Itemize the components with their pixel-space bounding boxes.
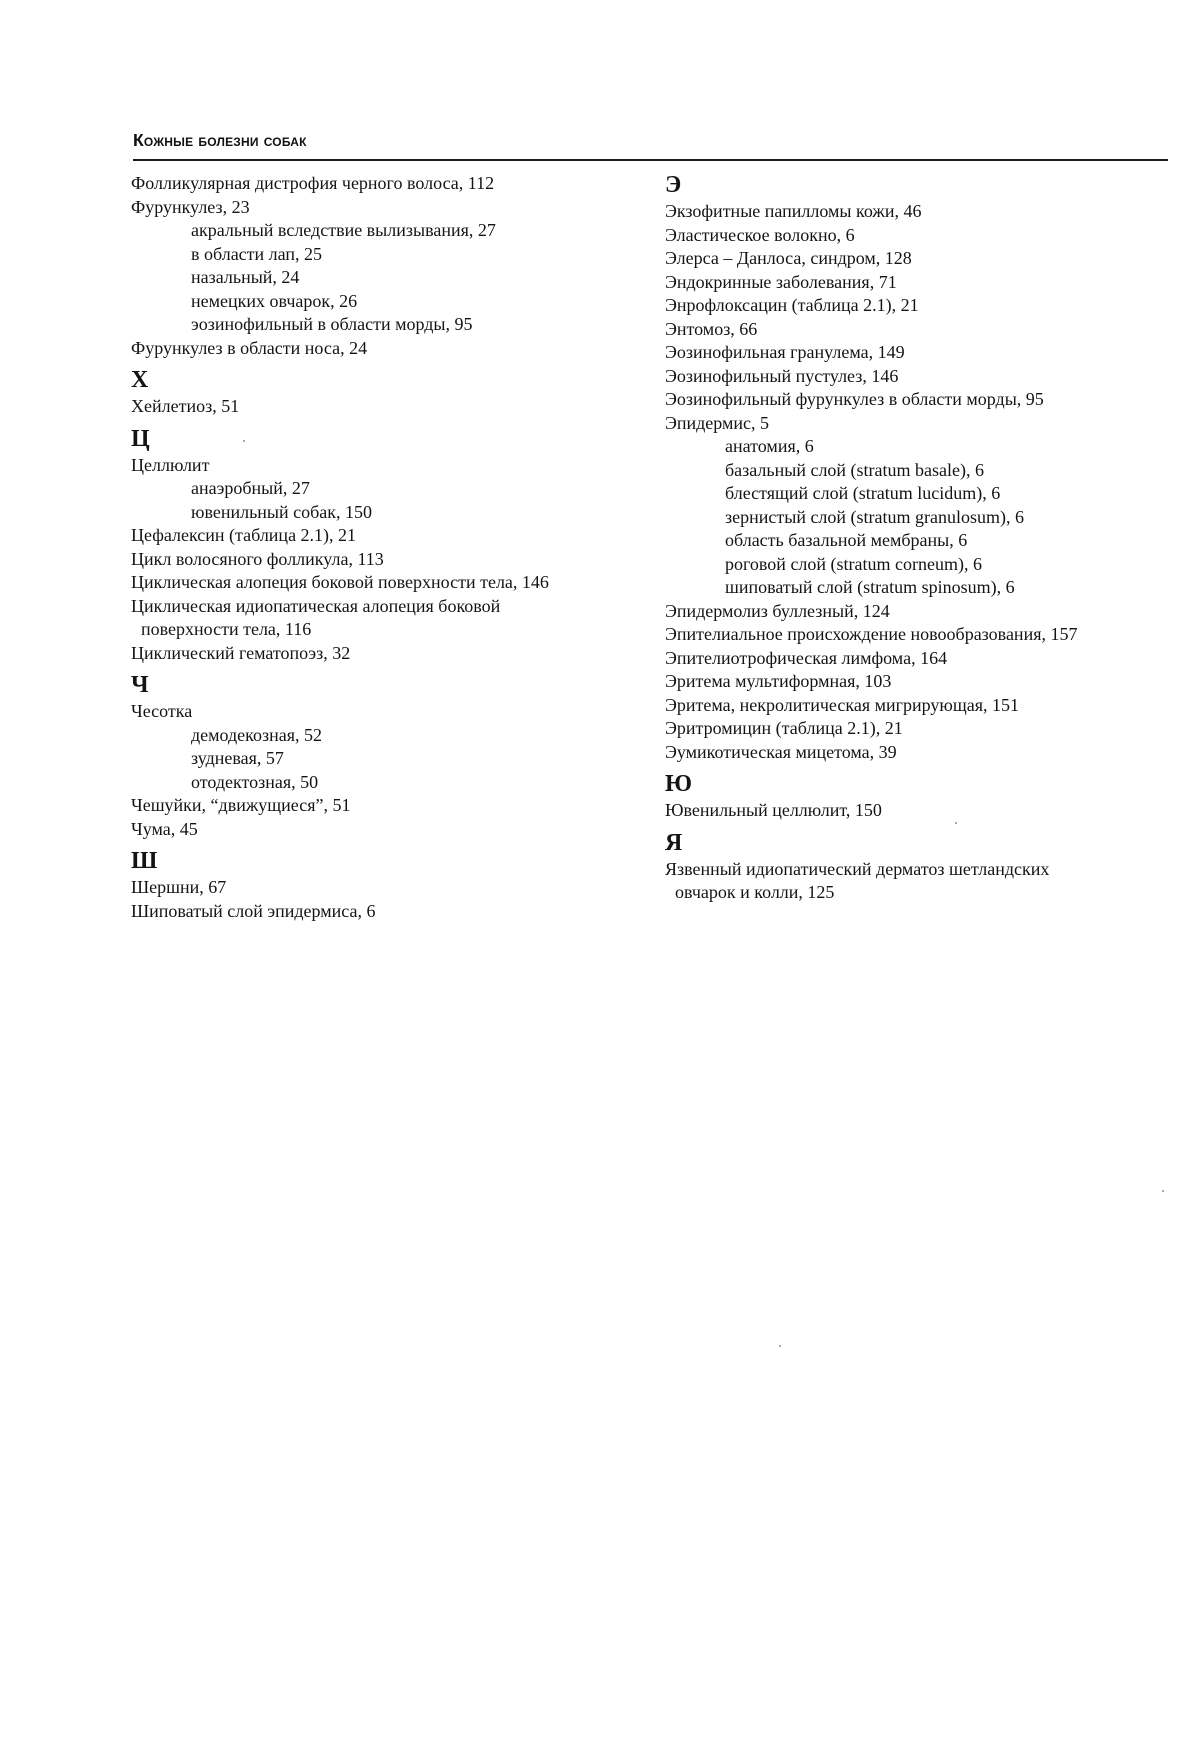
index-entry: Чесотка — [131, 701, 193, 721]
index-subentry: анаэробный, 27 — [191, 478, 310, 498]
index-entry: Эластическое волокно, 6 — [665, 224, 855, 245]
index-subentry: роговой слой (stratum corneum), 6 — [725, 553, 983, 574]
index-entry: Эпителиальное происхождение новообразования, 157 — [665, 624, 1078, 644]
index-entry: Эндокринные заболевания, 71 — [665, 271, 897, 292]
index-entry: Эозинофильный пустулез, 146 — [665, 365, 899, 386]
index-letter-heading: Э — [665, 172, 682, 198]
index-entry: Целлюлит — [131, 454, 210, 475]
index-letter-heading: Я — [665, 829, 683, 856]
index-letter-heading: Х — [131, 367, 149, 393]
index-subentry: зернистый слой (stratum granulosum), 6 — [725, 506, 1025, 527]
index-column-right — [665, 172, 1170, 905]
index-subentry: отодектозная, 50 — [191, 771, 319, 792]
index-entry: Энрофлоксацин (таблица 2.1), 21 — [665, 295, 919, 315]
index-subentry: в области лап, 25 — [191, 243, 323, 264]
index-subentry: ювенильный собак, 150 — [191, 501, 373, 522]
index-entry: Эритромицин (таблица 2.1), 21 — [665, 718, 903, 738]
index-subentry: анатомия, 6 — [725, 436, 814, 456]
scan-speck — [955, 822, 957, 824]
index-entry: Эритема мультиформная, 103 — [665, 671, 892, 691]
index-column-left — [131, 172, 651, 923]
scan-speck — [243, 440, 245, 442]
index-subentry: эозинофильный в области морды, 95 — [191, 314, 473, 334]
index-subentry: немецких овчарок, 26 — [191, 290, 358, 311]
index-entry: Эумикотическая мицетома, 39 — [665, 741, 897, 762]
index-entry: Фолликулярная дистрофия черного волоса, 112 — [131, 173, 495, 193]
index-subentry: зудневая, 57 — [191, 748, 284, 768]
index-letter-heading: Ч — [131, 672, 149, 698]
index-subentry: демодекозная, 52 — [191, 724, 323, 745]
running-head-title: Кожные болезни собак — [133, 130, 307, 150]
scan-speck — [1162, 1190, 1164, 1192]
page-header — [133, 130, 1168, 160]
index-entry: Эпидермолиз буллезный, 124 — [665, 600, 890, 621]
index-subentry: шиповатый слой (stratum spinosum), 6 — [725, 577, 1015, 597]
index-entry: Шиповатый слой эпидермиса, 6 — [131, 900, 376, 921]
index-entry: Циклическая алопеция боковой поверхности тела, 146 — [131, 572, 549, 592]
index-entry: Циклическая идиопатическая алопеция боковой — [131, 595, 501, 616]
index-entry: Фурункулез, 23 — [131, 196, 250, 217]
index-subentry: акральный вследствие вылизывания, 27 — [191, 220, 496, 240]
index-entry: Фурункулез в области носа, 24 — [131, 337, 368, 358]
index-entry: Чума, 45 — [131, 818, 198, 839]
header-rule — [133, 159, 1168, 161]
index-entry: Эозинофильная гранулема, 149 — [665, 342, 905, 362]
index-entry: Эпидермис, 5 — [665, 412, 770, 433]
index-entry: Ювенильный целлюлит, 150 — [665, 800, 882, 820]
index-subentry: базальный слой (stratum basale), 6 — [725, 459, 985, 480]
index-entry: Элерса – Данлоса, синдром, 128 — [665, 248, 912, 268]
index-entry-continuation: овчарок и колли, 125 — [675, 882, 835, 902]
index-entry: Шершни, 67 — [131, 877, 227, 897]
index-entry: Экзофитные папилломы кожи, 46 — [665, 201, 922, 221]
index-entry: Циклический гематопоэз, 32 — [131, 642, 351, 663]
index-entry: Хейлетиоз, 51 — [131, 396, 240, 416]
index-subentry: назальный, 24 — [191, 267, 300, 287]
index-entry: Эритема, некролитическая мигрирующая, 151 — [665, 694, 1019, 715]
index-entry: Цикл волосяного фолликула, 113 — [131, 548, 384, 569]
index-entry: Язвенный идиопатический дерматоз шетландских — [665, 858, 1050, 879]
index-letter-heading: Ш — [131, 848, 158, 874]
index-subentry: область базальной мембраны, 6 — [725, 530, 968, 550]
scan-speck — [779, 1345, 781, 1347]
index-entry: Цефалексин (таблица 2.1), 21 — [131, 525, 357, 545]
index-entry-continuation: поверхности тела, 116 — [141, 619, 312, 639]
index-entry: Эпителиотрофическая лимфома, 164 — [665, 647, 948, 668]
index-entry: Эозинофильный фурункулез в области морды, 95 — [665, 389, 1044, 409]
index-entry: Чешуйки, “движущиеся”, 51 — [131, 795, 351, 815]
index-subentry: блестящий слой (stratum lucidum), 6 — [725, 483, 1001, 503]
index-letter-heading: Ц — [131, 425, 150, 452]
index-entry: Энтомоз, 66 — [665, 318, 758, 339]
index-letter-heading: Ю — [665, 771, 693, 797]
